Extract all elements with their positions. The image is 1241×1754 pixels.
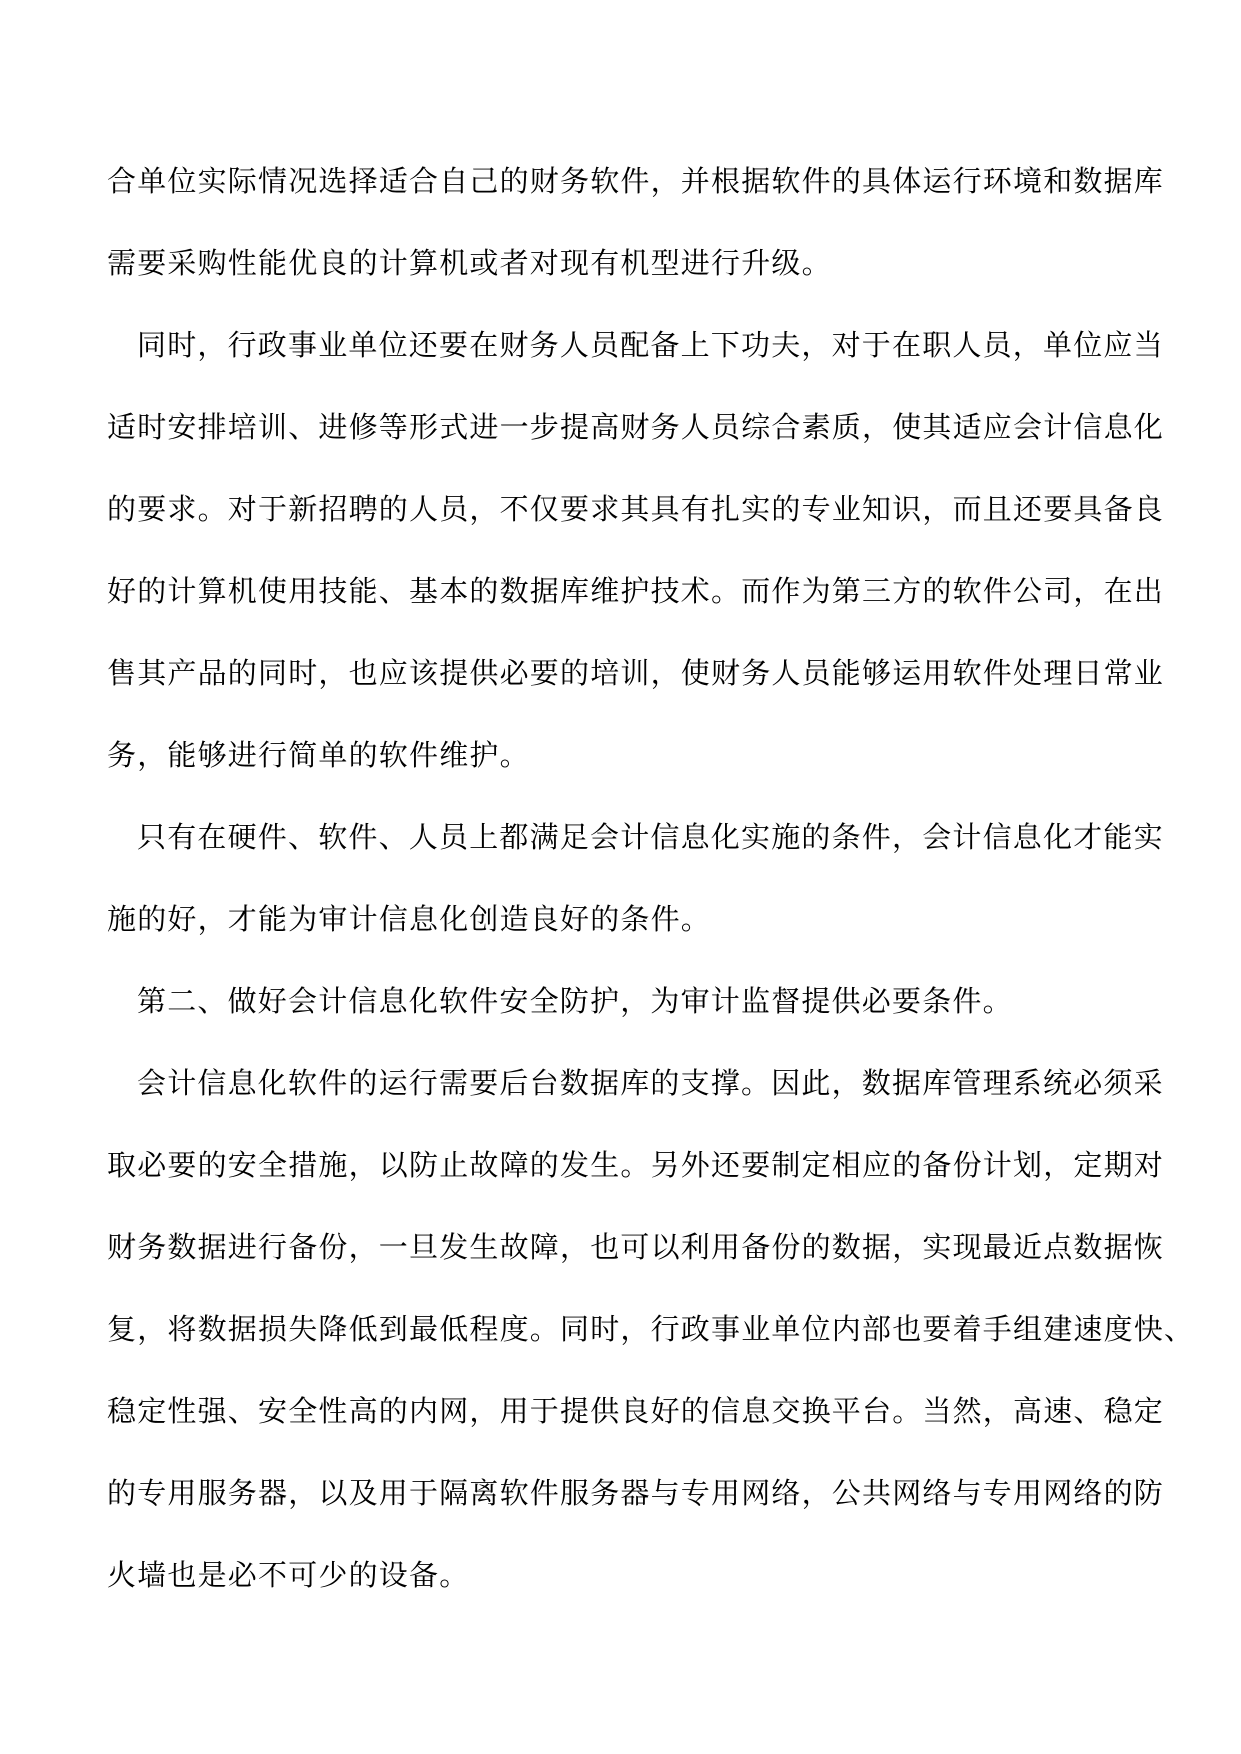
text-line: 同时，行政事业单位还要在财务人员配备上下功夫，对于在职人员，单位应当 [137,328,1164,362]
text-line: 好的计算机使用技能、基本的数据库维护技术。而作为第三方的软件公司，在出 [107,574,1165,608]
section-heading: 第二、做好会计信息化软件安全防护，为审计监督提供必要条件。 [137,984,1013,1018]
text-line: 的专用服务器，以及用于隔离软件服务器与专用网络，公共网络与专用网络的防 [107,1476,1165,1510]
text-line: 需要采购性能优良的计算机或者对现有机型进行升级。 [107,246,832,280]
text-line: 售其产品的同时，也应该提供必要的培训，使财务人员能够运用软件处理日常业 [107,656,1165,690]
text-line: 财务数据进行备份，一旦发生故障，也可以利用备份的数据，实现最近点数据恢 [107,1230,1165,1264]
text-line: 复，将数据损失降低到最低程度。同时，行政事业单位内部也要着手组建速度快、 [107,1312,1195,1346]
text-line: 火墙也是必不可少的设备。 [107,1558,470,1592]
text-line: 的要求。对于新招聘的人员，不仅要求其具有扎实的专业知识，而且还要具备良 [107,492,1165,526]
text-line: 稳定性强、安全性高的内网，用于提供良好的信息交换平台。当然，高速、稳定 [107,1394,1165,1428]
text-line: 取必要的安全措施，以防止故障的发生。另外还要制定相应的备份计划，定期对 [107,1148,1165,1182]
text-line: 合单位实际情况选择适合自己的财务软件，并根据软件的具体运行环境和数据库 [107,164,1165,198]
text-line: 施的好，才能为审计信息化创造良好的条件。 [107,902,712,936]
text-line: 只有在硬件、软件、人员上都满足会计信息化实施的条件，会计信息化才能实 [137,820,1164,854]
document-page [107,155,1195,1631]
text-line: 务，能够进行简单的软件维护。 [107,738,530,772]
text-line: 适时安排培训、进修等形式进一步提高财务人员综合素质，使其适应会计信息化 [107,410,1165,444]
text-line: 会计信息化软件的运行需要后台数据库的支撑。因此，数据库管理系统必须采 [137,1066,1164,1100]
